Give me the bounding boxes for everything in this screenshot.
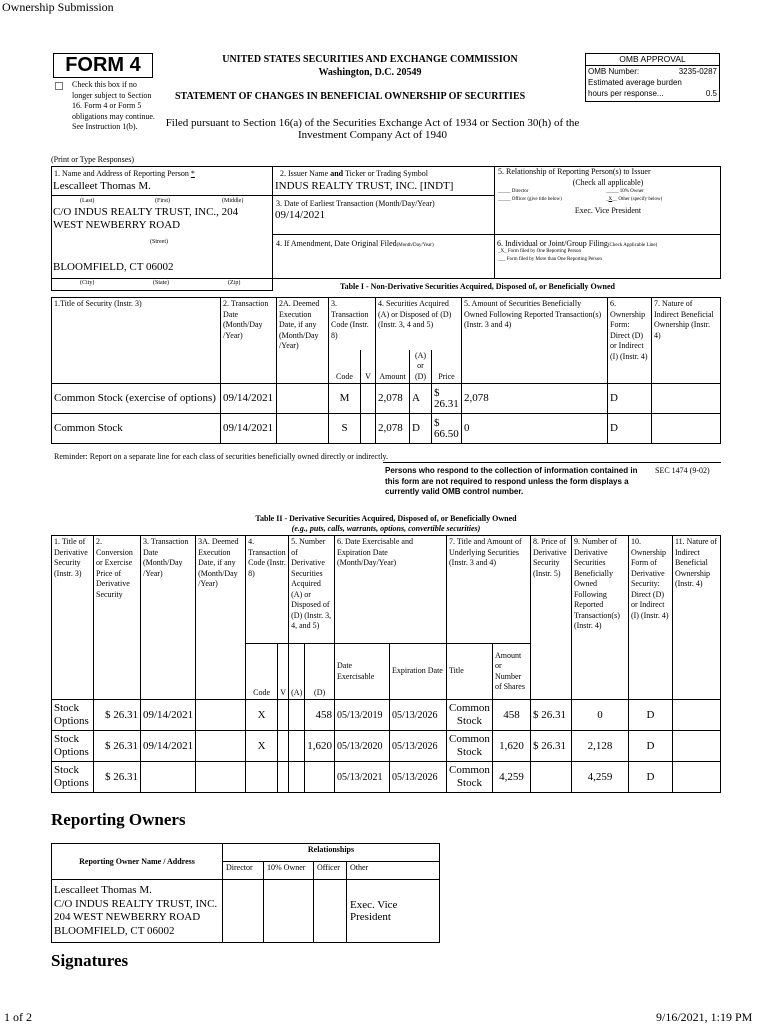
address-line1: C/O INDUS REALTY TRUST, INC., 204: [53, 206, 239, 218]
rel-officer: _____ Officer (give title below): [498, 197, 562, 202]
first-label: (First): [155, 198, 170, 204]
ro-col-name: Reporting Owner Name / Address: [52, 844, 223, 880]
t1-col-code: 3. Transaction Code (Instr. 8): [329, 298, 376, 350]
state-label: (State): [153, 280, 169, 286]
page-number: 1 of 2: [4, 1010, 32, 1024]
street-label: (Street): [150, 239, 168, 245]
t1-sub-code: Code: [329, 350, 361, 384]
omb-approval-box: [585, 53, 720, 102]
t1-sub-ad: (A) or (D): [410, 350, 432, 384]
t2-col-conversion: 2. Conversion or Exercise Price of Derivative Security: [94, 536, 141, 700]
table-row: Common Stock (exercise of options) 09/14/2021 M 2,078 A $ 26.31 2,078 D: [52, 384, 721, 414]
statement-title: STATEMENT OF CHANGES IN BENEFICIAL OWNERSHIP OF SECURITIES: [175, 91, 526, 102]
t2-sub-amount: Amount or Number of Shares: [492, 644, 530, 700]
table2-subtitle: (e.g., puts, calls, warrants, options, convertible securities): [291, 524, 481, 533]
ro-other-title: Exec. Vice President: [347, 880, 440, 943]
t2-sub-code: Code: [246, 644, 278, 700]
ro-owner-address2: 204 WEST NEWBERRY ROAD: [54, 911, 201, 923]
earliest-transaction-date: 09/14/2021: [275, 209, 326, 221]
sec-form-code: SEC 1474 (9-02): [655, 466, 710, 475]
ro-col-ten-percent: 10% Owner: [264, 862, 314, 880]
box6-label: 6. Individual or Joint/Group Filing(Check Applicable Line): [497, 239, 658, 248]
persons-respond-notice: Persons who respond to the collection of information contained in this form are not required to respond unless the form displays a currently valid OMB control number.: [385, 466, 638, 496]
t2-sub-a: (A): [289, 644, 305, 700]
reporting-owners-table: [51, 843, 440, 943]
checkbox-instruction: Check this box if no longer subject to Section 16. Form 4 or Form 5 obligations may continue. See Instruction 1(b).: [72, 80, 155, 131]
box2-label: 2. Issuer Name and Ticker or Trading Symbol: [280, 169, 429, 178]
t2-sub-v: V: [278, 644, 289, 700]
ro-col-director: Director: [223, 862, 264, 880]
print-timestamp: 9/16/2021, 1:19 PM: [656, 1010, 753, 1024]
t1-col-title: 1.Title of Security (Instr. 3): [52, 298, 221, 384]
t2-col-number: 5. Number of Derivative Securities Acquired (A) or Disposed of (D) (Instr. 3, 4, and 5): [289, 536, 335, 644]
t2-col-price: 8. Price of Derivative Security (Instr. 5): [530, 536, 571, 700]
t2-col-underlying: 7. Title and Amount of Underlying Securities (Instr. 3 and 4): [446, 536, 530, 644]
t2-col-form: 10. Ownership Form of Derivative Security: Direct (D) or Indirect (I) (Instr. 4): [628, 536, 672, 700]
t1-col-form: 6. Ownership Form: Direct (D) or Indirect (I) (Instr. 4): [608, 298, 652, 384]
table-row: Stock Options $ 26.31 09/14/2021 X 1,620 05/13/2020 05/13/2026 Common Stock 1,620 $ 26.31 2,128 D: [52, 731, 721, 762]
t2-sub-expiration: Expiration Date: [389, 644, 446, 700]
t2-col-owned: 9. Number of Derivative Securities Beneficially Owned Following Reported Transaction(s) (Instr. 4): [571, 536, 628, 700]
required-star: *: [190, 169, 195, 178]
table-row: Stock Options $ 26.31 09/14/2021 X 458 05/13/2019 05/13/2026 Common Stock 458 $ 26.31 0 D: [52, 700, 721, 731]
t1-col-date: 2. Transaction Date (Month/Day /Year): [221, 298, 277, 384]
ro-col-relationships: Relationships: [223, 844, 440, 862]
last-label: (Last): [80, 198, 95, 204]
agency-location: Washington, D.C. 20549: [318, 67, 422, 78]
omb-hours-value: 0.5: [705, 89, 717, 98]
box5-label: 5. Relationship of Reporting Person(s) to Issuer: [498, 167, 651, 176]
box3-label: 3. Date of Earliest Transaction (Month/Day/Year): [276, 199, 435, 208]
box5-sub: (Check all applicable): [572, 178, 644, 187]
rel-director: _____ Director: [498, 189, 529, 194]
t2-col-deemed: 3A. Deemed Execution Date, if any (Month/Day /Year): [196, 536, 246, 700]
t2-col-title: 1. Title of Derivative Security (Instr. 3): [52, 536, 94, 700]
t2-col-date: 3. Transaction Date (Month/Day /Year): [141, 536, 196, 700]
table1-non-derivative: [51, 297, 721, 444]
t2-col-nature: 11. Nature of Indirect Beneficial Ownership (Instr. 4): [672, 536, 720, 700]
t1-sub-price: Price: [432, 350, 462, 384]
t1-col-nature: 7. Nature of Indirect Beneficial Ownership (Instr. 4): [652, 298, 721, 384]
table-row: Common Stock 09/14/2021 S 2,078 D $ 66.50 0 D: [52, 414, 721, 444]
omb-number: 3235-0287: [678, 67, 717, 76]
omb-title: OMB APPROVAL: [586, 54, 719, 66]
ro-owner-name: Lescalleet Thomas M.: [54, 884, 152, 896]
issuer-name: INDUS REALTY TRUST, INC. [INDT]: [275, 180, 454, 192]
other-title: Exec. Vice President: [574, 206, 642, 215]
address-line2: WEST NEWBERRY ROAD: [53, 219, 181, 231]
table2-derivative: [51, 535, 721, 793]
t1-sub-v: V: [361, 350, 376, 384]
filed-pursuant-text: Filed pursuant to Section 16(a) of the Securities Exchange Act of 1934 or Section 30(h) of the Investment Company Act of 1940: [165, 117, 580, 141]
t1-sub-amount: Amount: [376, 350, 410, 384]
no-longer-subject-checkbox[interactable]: [55, 82, 63, 90]
omb-burden-label: Estimated average burden: [588, 78, 682, 87]
signatures-heading: Signatures: [51, 951, 129, 970]
box4-label: 4. If Amendment, Date Original Filed(Month/Day/Year): [276, 239, 434, 248]
table1-title: Table I - Non-Derivative Securities Acquired, Disposed of, or Beneficially Owned: [340, 282, 615, 291]
reporting-person-name: Lescalleet Thomas M.: [53, 180, 151, 192]
rel-other: _X__ Other (specify below): [606, 197, 663, 202]
middle-label: (Middle): [222, 198, 244, 204]
rel-ten-percent: _____ 10% Owner: [606, 189, 644, 194]
form-number: FORM 4: [65, 54, 141, 76]
t1-col-deemed: 2A. Deemed Execution Date, if any (Month/Day /Year): [277, 298, 329, 384]
t1-col-securities: 4. Securities Acquired (A) or Disposed of (D) (Instr. 3, 4 and 5): [376, 298, 462, 350]
browser-page-title: Ownership Submission: [2, 0, 114, 14]
t1-col-owned: 5. Amount of Securities Beneficially Owned Following Reported Transaction(s) (Instr. 3 and 4): [462, 298, 608, 384]
table2-title: Table II - Derivative Securities Acquired, Disposed of, or Beneficially Owned: [255, 514, 517, 523]
t2-col-code: 4. Transaction Code (Instr. 8): [246, 536, 289, 644]
t2-sub-exercisable: Date Exercisable: [334, 644, 389, 700]
reminder-text: Reminder: Report on a separate line for each class of securities beneficially owned directly or indirectly.: [54, 452, 389, 461]
t2-col-exercisable: 6. Date Exercisable and Expiration Date (Month/Day/Year): [334, 536, 446, 644]
form-number-box: [53, 53, 153, 78]
filing-option-one: _X_ Form filed by One Reporting Person: [498, 249, 582, 254]
table-row: [52, 880, 440, 943]
print-type-note: (Print or Type Responses): [51, 155, 135, 164]
t2-sub-d: (D): [305, 644, 335, 700]
omb-hours-label: hours per response...: [588, 89, 664, 98]
reporting-owners-heading: Reporting Owners: [51, 810, 186, 829]
filing-option-more: ___ Form filed by More than One Reporting Person: [498, 257, 602, 262]
city-state-zip: BLOOMFIELD, CT 06002: [53, 261, 174, 273]
ro-col-other: Other: [347, 862, 440, 880]
ro-owner-address1: C/O INDUS REALTY TRUST, INC.: [54, 897, 218, 910]
box1-label: 1. Name and Address of Reporting Person *: [54, 169, 195, 178]
omb-number-label: OMB Number:: [588, 67, 640, 76]
table-row: Stock Options $ 26.31 05/13/2021 05/13/2026 Common Stock 4,259 4,259 D: [52, 762, 721, 793]
ro-owner-address3: BLOOMFIELD, CT 06002: [54, 924, 175, 937]
zip-label: (Zip): [228, 280, 241, 286]
city-label: (City): [80, 280, 95, 286]
ro-col-officer: Officer: [314, 862, 347, 880]
t2-sub-title: Title: [446, 644, 492, 700]
agency-name: UNITED STATES SECURITIES AND EXCHANGE COMMISSION: [222, 54, 518, 65]
